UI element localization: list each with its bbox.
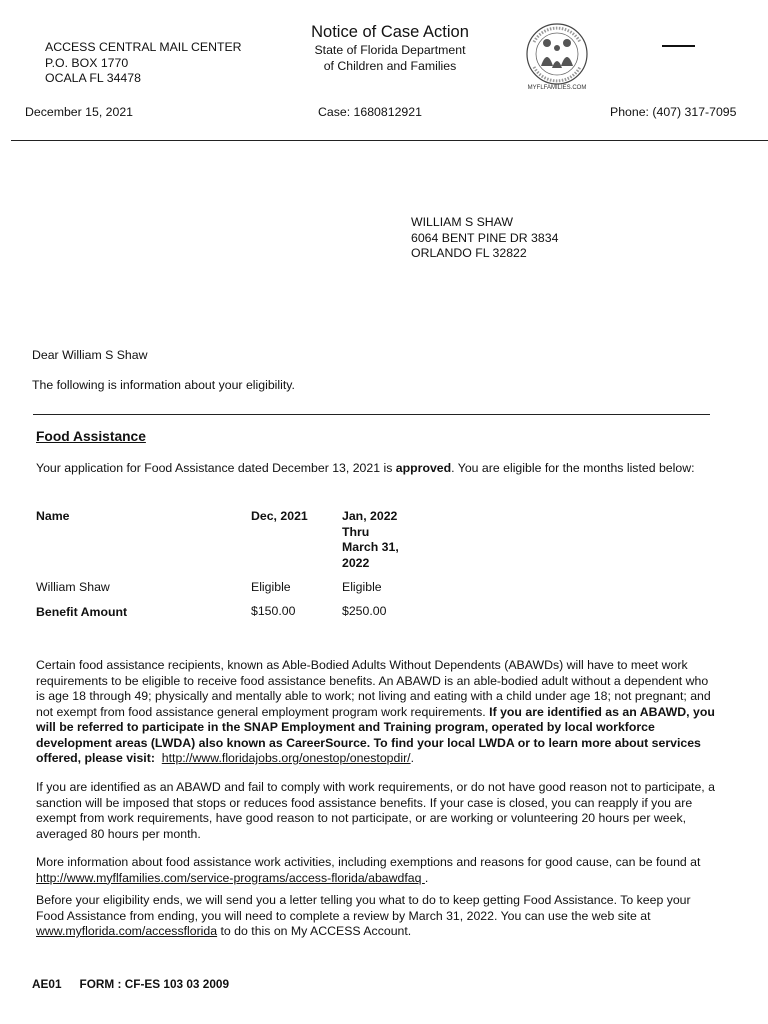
form-code: AE01 [32,977,62,991]
abawd-bold-text: If you are identified as an ABAWD, you will be referred to participate in the SNAP Employment and Training program, operated by local workforce development areas (LWDA) also known as CareerSource. To find your local LWDA or to learn more about services offered, please visit: [36,704,715,765]
table-cell: $150.00 [251,603,296,618]
table-cell-name: William Shaw [36,580,110,594]
sender-line: OCALA FL 34478 [45,71,141,85]
abawd-text: Certain food assistance recipients, known as Able-Bodied Adults Without Dependents (ABAWDs) will have to meet work requirements to be eligible to receive food assistance benefits. An ABAWD is an able-bodied adult without a dependent who is age 18 through 49; physically and mentally able to work; not living and eating with a child under age 18; not pregnant; and not exempt from food assistance general employment program work requirements. [36,658,711,719]
approval-text-end: . You are eligible for the months listed below: [451,461,695,475]
approval-text: Your application for Food Assistance dated December 13, 2021 is [36,461,396,475]
decorative-dash [662,45,695,47]
department-line: State of Florida Department [314,43,466,57]
divider [33,414,710,415]
more-info-end: . [424,870,429,885]
table-header-name: Name [36,509,70,523]
greeting: Dear William S Shaw [32,348,148,362]
form-number: FORM : CF-ES 103 03 2009 [79,977,229,991]
table-cell: Eligible [251,580,291,594]
period-line: March 31, [342,540,399,554]
more-info-paragraph [36,855,716,886]
table-cell-name: Benefit Amount [36,604,128,619]
department-line: of Children and Families [323,58,457,73]
period-line: 2022 [342,555,370,570]
recipient-line: ORLANDO FL 32822 [411,246,527,260]
notice-title: Notice of Case Action [311,23,469,41]
period-line: Jan, 2022 [342,509,398,523]
table-header-period [342,509,422,571]
recipient-line: 6064 BENT PINE DR 3834 [411,230,559,245]
recipient-line: WILLIAM S SHAW [411,215,514,229]
recipient-address [411,215,558,262]
sender-address [45,40,242,87]
abawd-paragraph [36,658,716,767]
approval-paragraph [36,461,716,477]
review-end: to do this on My ACCESS Account. [217,924,412,938]
department-name [300,43,480,74]
notice-date: December 15, 2021 [25,105,134,119]
table-header-month: Dec, 2021 [251,509,308,523]
table-cell: Eligible [342,580,382,594]
review-text: Before your eligibility ends, we will send you a letter telling you what to do to keep getting Food Assistance. To keep your Food Assistance from ending, you will need to complete a review by March 31, 2022. You can use the web site at [36,893,691,923]
abawd-end: . [410,751,415,765]
phone-number: Phone: (407) 317-7095 [610,105,737,119]
sender-line: ACCESS CENTRAL MAIL CENTER [45,40,242,54]
divider [11,140,768,141]
form-footer [32,977,247,993]
abawd-faq-link[interactable]: http://www.myflfamilies.com/service-programs/access-florida/abawdfaq [36,870,425,885]
table-row [36,596,422,621]
case-number: Case: 1680812921 [318,105,422,119]
seal-ring-text [524,99,525,100]
section-title: Food Assistance [36,429,146,444]
sanction-paragraph: If you are identified as an ABAWD and fail to comply with work requirements, or do not have good reason not to participate, a sanction will be imposed that stops or reduces food assistance benefits. If your case is closed, you can reapply if you are exempt from work requirements, have good reason to not participate, or are working or volunteering 20 hours per week, averaged 80 hours per month. [36,780,715,841]
sender-line: P.O. BOX 1770 [45,55,129,70]
access-florida-link[interactable]: www.myflorida.com/accessflorida [36,924,218,938]
onestop-link[interactable]: http://www.floridajobs.org/onestop/onestopdir/ [161,751,411,765]
eligibility-table [36,509,422,620]
table-cell: $250.00 [342,603,387,618]
table-row [36,571,422,596]
review-paragraph [36,893,716,940]
period-line: Thru [342,524,370,539]
intro-text: The following is information about your eligibility. [32,378,295,392]
approval-status: approved [395,461,452,475]
more-info-text: More information about food assistance work activities, including exemptions and reasons for good cause, can be found at [36,855,701,869]
seal-url: MYFLFAMILIES.COM [527,85,587,91]
department-seal-icon [524,22,590,94]
table-header-row [36,509,422,571]
